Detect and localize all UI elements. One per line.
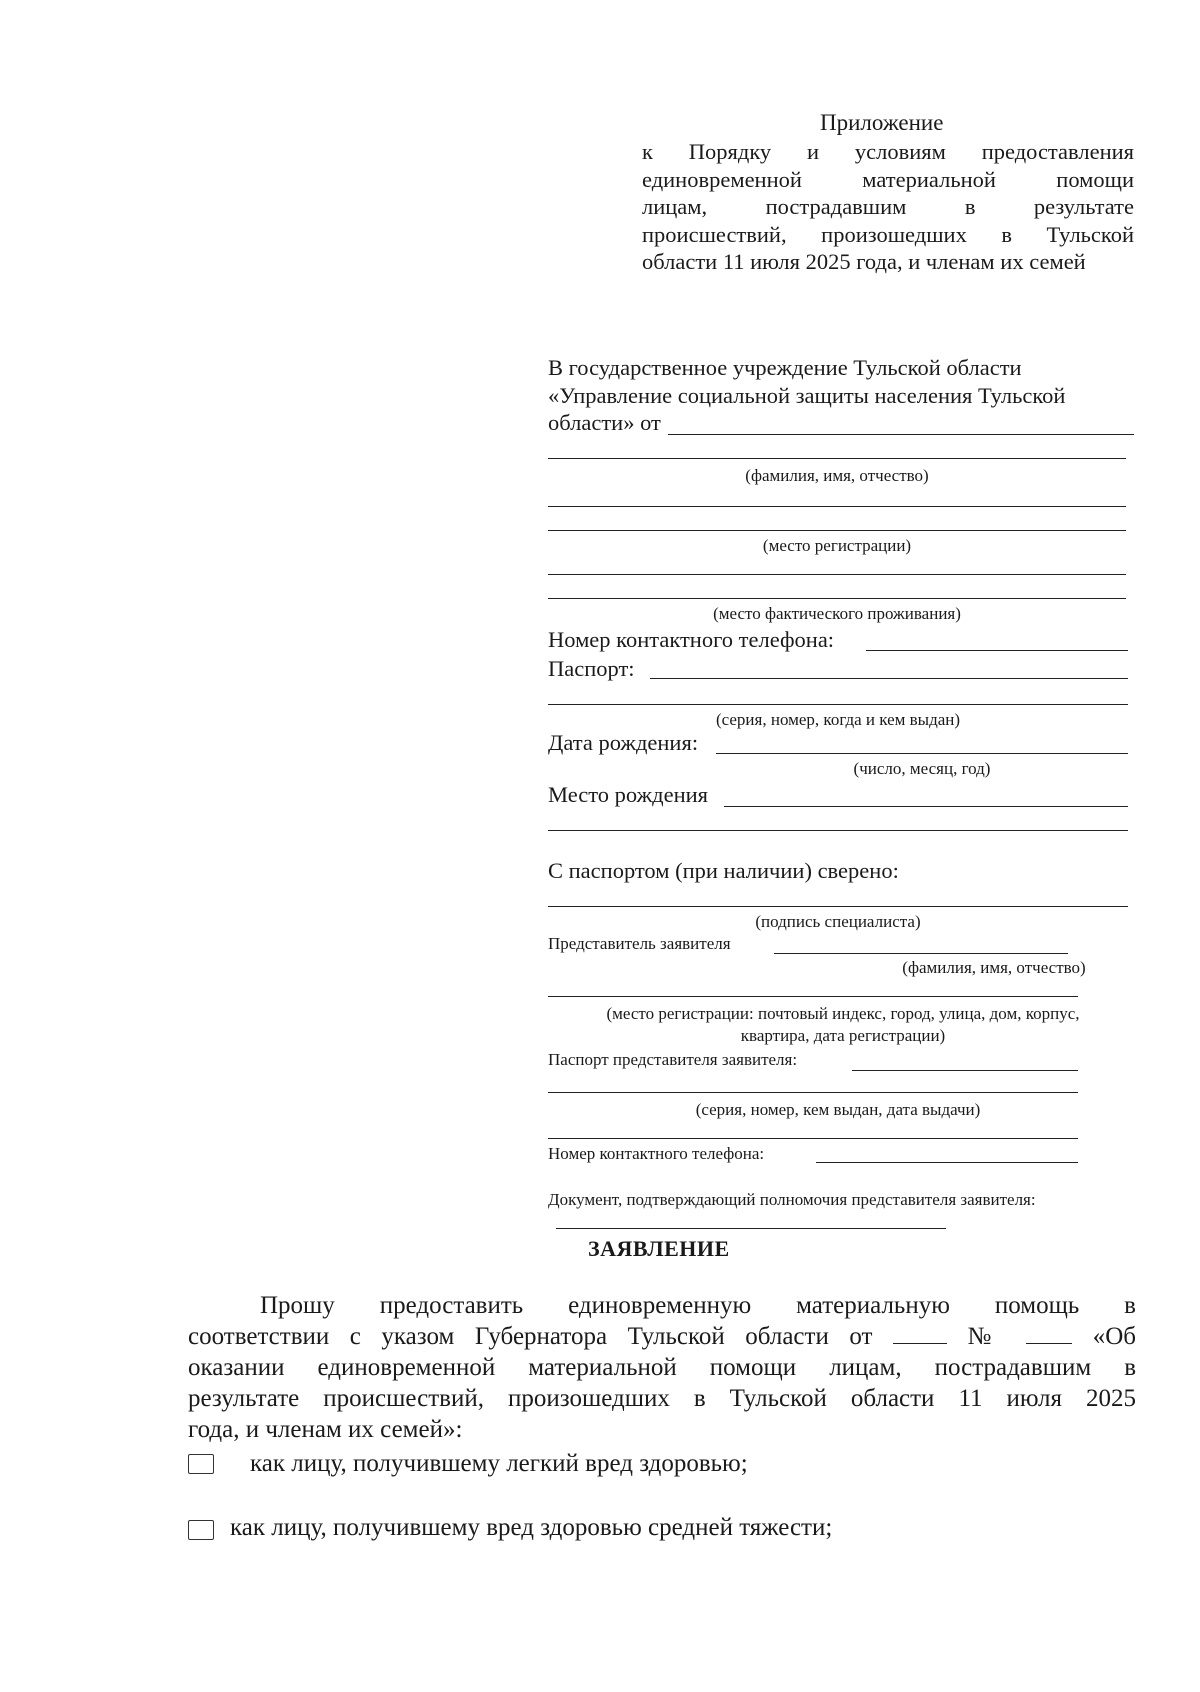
- rep-passport-caption: (серия, номер, кем выдан, дата выдачи): [695, 1100, 981, 1119]
- representative-label: Представитель заявителя: [548, 934, 731, 953]
- residence-caption: (место фактического проживания): [713, 604, 961, 623]
- rep-fio-caption: (фамилия, имя, отчество): [902, 958, 1086, 977]
- fio-caption: (фамилия, имя, отчество): [745, 466, 929, 485]
- rep-passport-field-2[interactable]: [548, 1092, 1078, 1093]
- application-line-part: «Об: [1092, 1323, 1137, 1350]
- rep-passport-field-3[interactable]: [548, 1138, 1078, 1139]
- option-label-moderate-harm: как лицу, получившему вред здоровью средней тяжести;: [230, 1514, 833, 1541]
- rep-document-field[interactable]: [556, 1228, 946, 1229]
- option-checkbox-moderate-harm[interactable]: [188, 1520, 214, 1540]
- residence-field[interactable]: [548, 574, 1126, 575]
- addressee-line: В государственное учреждение Тульской области: [548, 355, 1022, 380]
- application-line: Прошу предоставить единовременную материальную помощь в: [260, 1292, 1136, 1319]
- addressee-block: [548, 354, 1128, 437]
- applicant-name-field[interactable]: [668, 434, 1134, 435]
- appendix-title: Приложение: [820, 110, 944, 135]
- birth-date-field[interactable]: [716, 753, 1128, 754]
- rep-passport-field[interactable]: [852, 1070, 1078, 1071]
- registration-caption: (место регистрации): [762, 536, 912, 555]
- addressee-line: области» от: [548, 410, 661, 435]
- rep-phone-label: Номер контактного телефона:: [548, 1144, 765, 1163]
- application-line: результате происшествий, произошедших в Тульской области 11 июля 2025: [188, 1385, 1136, 1412]
- number-sign: №: [967, 1323, 1006, 1350]
- birth-date-caption: (число, месяц, год): [853, 759, 991, 778]
- document-heading: ЗАЯВЛЕНИЕ: [588, 1236, 730, 1261]
- registration-field[interactable]: [548, 506, 1126, 507]
- appendix-line: лицам, пострадавшим в результате: [642, 194, 1134, 219]
- rep-registration-field[interactable]: [548, 996, 1078, 997]
- rep-passport-label: Паспорт представителя заявителя:: [548, 1050, 798, 1069]
- decree-number-field[interactable]: [1026, 1323, 1072, 1344]
- birth-place-field-2[interactable]: [548, 830, 1128, 831]
- residence-field-2[interactable]: [548, 598, 1126, 599]
- appendix-line: единовременной материальной помощи: [642, 166, 1134, 192]
- registration-field-2[interactable]: [548, 530, 1126, 531]
- option-checkbox-light-harm[interactable]: [188, 1454, 214, 1474]
- specialist-signature-caption: (подпись специалиста): [755, 912, 921, 931]
- passport-checked-label: С паспортом (при наличии) сверено:: [548, 858, 899, 883]
- representative-field[interactable]: [774, 953, 1068, 954]
- specialist-signature-field[interactable]: [548, 906, 1128, 907]
- addressee-line: «Управление социальной защиты населения Тульской: [548, 382, 1066, 408]
- appendix-line: области 11 июля 2025 года, и членам их семей: [642, 249, 1086, 274]
- appendix-text: [642, 138, 1134, 276]
- passport-field[interactable]: [650, 678, 1128, 679]
- application-line-part: соответствии с указом Губернатора Тульской области от: [188, 1323, 873, 1350]
- application-line: оказании единовременной материальной помощи лицам, пострадавшим в: [188, 1354, 1136, 1381]
- application-line: [188, 1321, 1136, 1352]
- birth-place-field[interactable]: [724, 806, 1128, 807]
- passport-field-2[interactable]: [548, 704, 1128, 705]
- applicant-name-field-2[interactable]: [548, 458, 1126, 459]
- application-line: года, и членам их семей»:: [188, 1416, 463, 1443]
- appendix-line: происшествий, произошедших в Тульской: [642, 221, 1134, 247]
- rep-phone-field[interactable]: [816, 1162, 1078, 1163]
- passport-label: Паспорт:: [548, 656, 635, 681]
- rep-document-label: Документ, подтверждающий полномочия представителя заявителя:: [548, 1190, 1036, 1209]
- birth-place-label: Место рождения: [548, 782, 709, 807]
- rep-registration-caption-1: (место регистрации: почтовый индекс, город, улица, дом, корпус,: [606, 1004, 1080, 1023]
- option-label-light-harm: как лицу, получившему легкий вред здоровью;: [250, 1450, 748, 1477]
- passport-caption: (серия, номер, когда и кем выдан): [715, 710, 961, 729]
- application-text: [188, 1290, 1136, 1445]
- birth-date-label: Дата рождения:: [548, 730, 699, 755]
- decree-date-field[interactable]: [893, 1323, 947, 1344]
- appendix-line: к Порядку и условиям предоставления: [642, 139, 1134, 164]
- phone-field[interactable]: [866, 650, 1128, 651]
- phone-label: Номер контактного телефона:: [548, 627, 835, 652]
- rep-registration-caption-2: квартира, дата регистрации): [740, 1026, 946, 1045]
